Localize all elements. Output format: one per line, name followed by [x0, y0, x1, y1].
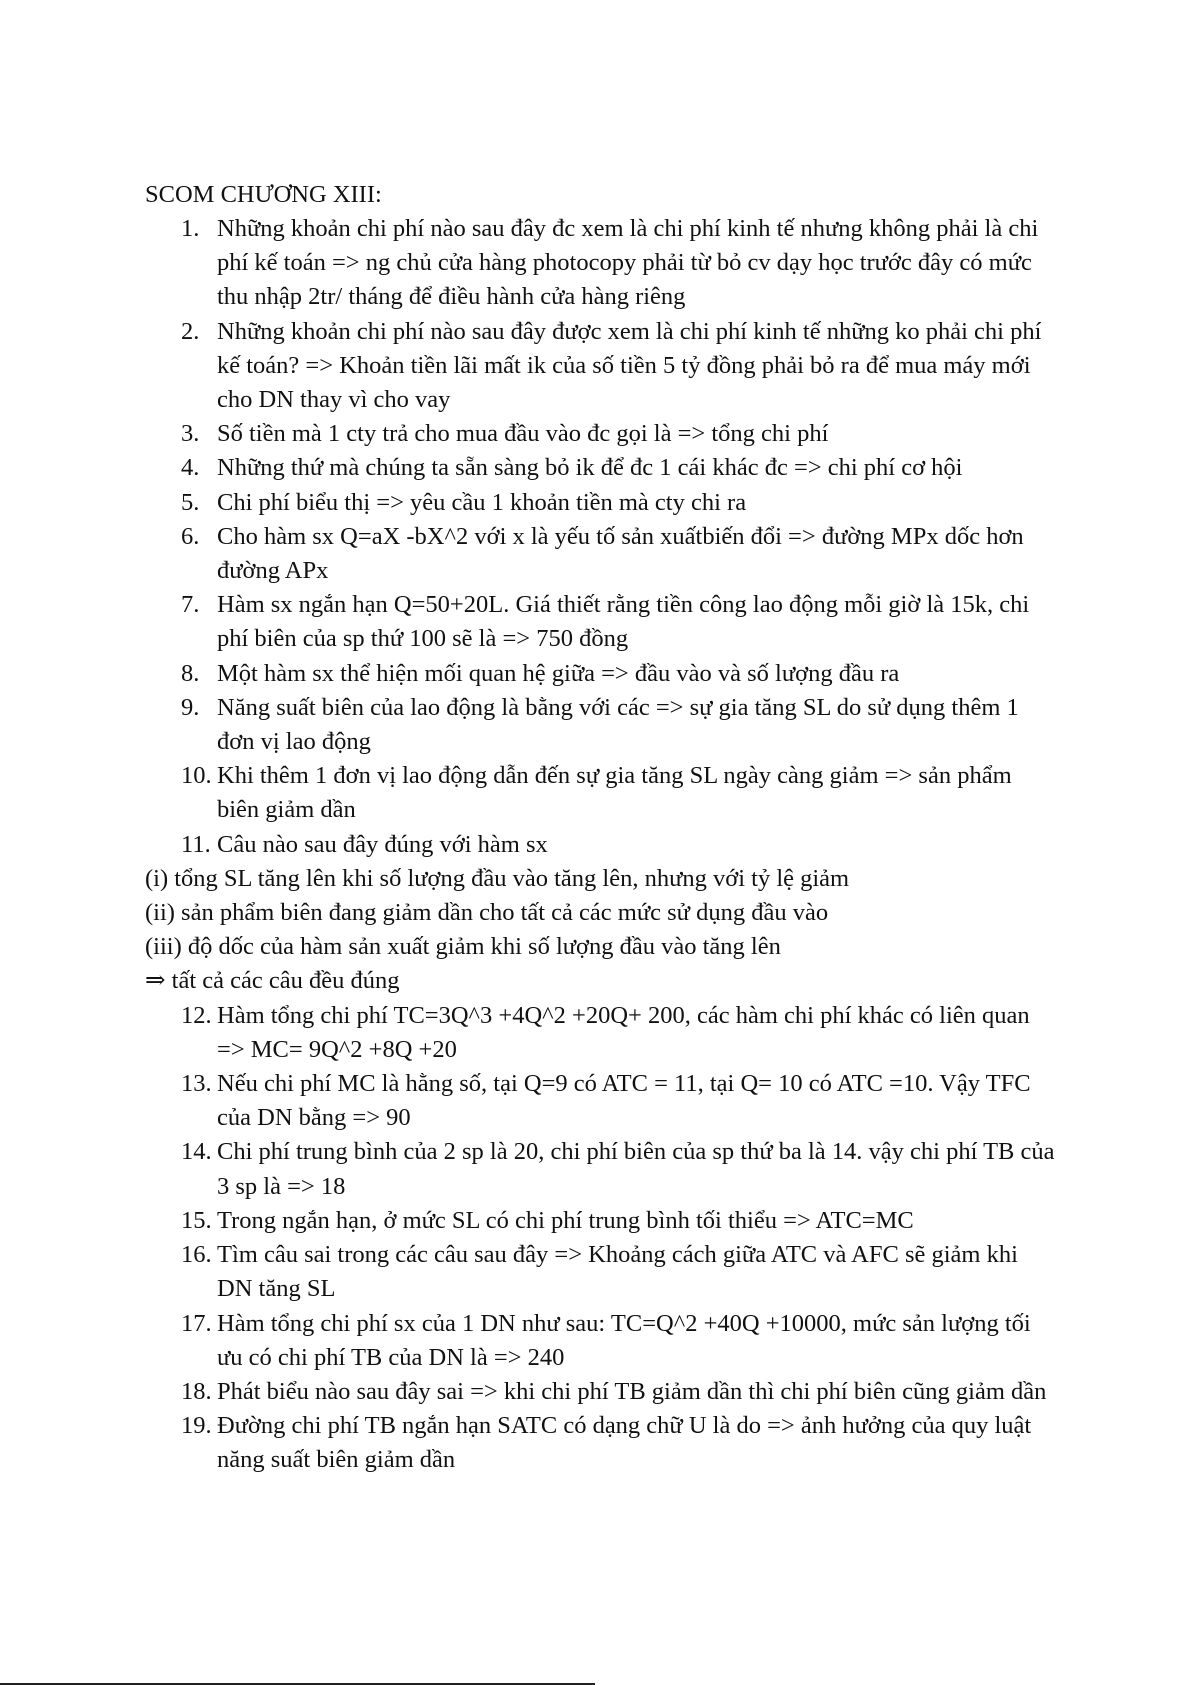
sub-statement: (ii) sản phẩm biên đang giảm dần cho tất cả các mức sử dụng đầu vào — [145, 899, 829, 927]
list-item — [0, 1067, 1057, 1135]
list-item — [0, 212, 1057, 315]
item-text: Chi phí trung bình của 2 sp là 20, chi phí biên của sp thứ ba là 14. vậy chi phí TB của 3 sp là => 18 — [217, 1138, 1055, 1200]
list-item — [0, 1409, 1057, 1477]
item-number: 4. — [181, 454, 200, 482]
item-text: Hàm sx ngắn hạn Q=50+20L. Giá thiết rằng tiền công lao động mỗi giờ là 15k, chi phí biên của sp thứ 100 sẽ là => 750 đồng — [217, 591, 1030, 653]
item-number: 14. — [181, 1138, 212, 1166]
item-text: Tìm câu sai trong các câu sau đây => Khoảng cách giữa ATC và AFC sẽ giảm khi DN tăng SL — [217, 1241, 1018, 1303]
list-item — [0, 588, 1057, 656]
item-number: 2. — [181, 317, 200, 345]
item-number: 18. — [181, 1377, 212, 1405]
list-item — [0, 657, 1057, 691]
item-text: Năng suất biên của lao động là bằng với các => sự gia tăng SL do sử dụng thêm 1 đơn vị lao động — [217, 693, 1019, 756]
item-number: 5. — [181, 488, 200, 516]
list-item — [0, 315, 1057, 418]
conclusion-line: ⇒ tất cả các câu đều đúng — [145, 967, 400, 995]
item-number: 16. — [181, 1241, 212, 1269]
list-item — [0, 1204, 1057, 1238]
sub-statement: (iii) độ dốc của hàm sản xuất giảm khi số lượng đầu vào tăng lên — [145, 933, 781, 961]
item-text: Một hàm sx thể hiện mối quan hệ giữa => đầu vào và số lượng đầu ra — [217, 659, 900, 687]
item-text: Những khoản chi phí nào sau đây đc xem là chi phí kinh tế nhưng không phải là chi phí kế toán => ng chủ cửa hàng photocopy phải từ bỏ cv dạy học trước đây có mức thu nhập 2tr/ tháng để điều hành cửa hàng riêng — [217, 215, 1039, 311]
item-number: 12. — [181, 1001, 212, 1029]
list-item — [0, 999, 1057, 1067]
item-text: Câu nào sau đây đúng với hàm sx — [217, 830, 548, 858]
item-text: Những thứ mà chúng ta sẵn sàng bỏ ik để đc 1 cái khác đc => chi phí cơ hội — [217, 454, 963, 482]
item-text: Đường chi phí TB ngắn hạn SATC có dạng chữ U là do => ảnh hưởng của quy luật năng suất biên giảm dần — [217, 1412, 1032, 1474]
item-text: Chi phí biểu thị => yêu cầu 1 khoản tiền mà cty chi ra — [217, 488, 747, 516]
list-item — [0, 691, 1057, 759]
item-number: 10. — [181, 762, 212, 790]
item-text: Số tiền mà 1 cty trả cho mua đầu vào đc gọi là => tổng chi phí — [217, 420, 829, 448]
item-number: 11. — [181, 830, 211, 858]
item-number: 13. — [181, 1070, 212, 1098]
item-number: 9. — [181, 693, 200, 721]
item-number: 7. — [181, 591, 200, 619]
item-number: 6. — [181, 522, 200, 550]
list-item — [0, 1307, 1057, 1375]
item-text: Hàm tổng chi phí sx của 1 DN như sau: TC=Q^2 +40Q +10000, mức sản lượng tối ưu có chi phí TB của DN là => 240 — [217, 1309, 1031, 1371]
item-number: 19. — [181, 1412, 212, 1440]
list-item — [0, 520, 1057, 588]
item-text: Những khoản chi phí nào sau đây được xem là chi phí kinh tế những ko phải chi phí kế toán? => Khoản tiền lãi mất ik của số tiền 5 tỷ đồng phải bỏ ra để mua máy mới cho DN thay vì cho vay — [217, 317, 1042, 414]
list-item — [0, 486, 1057, 520]
item-text: Hàm tổng chi phí TC=3Q^3 +4Q^2 +20Q+ 200, các hàm chi phí khác có liên quan => MC= 9Q^2 +8Q +20 — [217, 1001, 1030, 1063]
item-text: Phát biểu nào sau đây sai => khi chi phí TB giảm dần thì chi phí biên cũng giảm dần — [217, 1377, 1047, 1405]
item-text: Nếu chi phí MC là hằng số, tại Q=9 có ATC = 11, tại Q= 10 có ATC =10. Vậy TFC của DN bằng => 90 — [217, 1070, 1031, 1132]
document-title: SCOM CHƯƠNG XIII: — [145, 181, 382, 208]
item-number: 15. — [181, 1206, 212, 1234]
item-number: 1. — [181, 215, 200, 242]
question-list-part-1 — [0, 212, 1191, 1478]
item-text: Khi thêm 1 đơn vị lao động dẫn đến sự gia tăng SL ngày càng giảm => sản phẩm biên giảm dần — [217, 762, 1012, 824]
item-number: 17. — [181, 1309, 212, 1337]
list-item — [0, 759, 1057, 827]
item-text: Cho hàm sx Q=aX -bX^2 với x là yếu tố sản xuấtbiến đổi => đường MPx dốc hơn đường APx — [217, 522, 1024, 585]
list-item — [0, 1375, 1057, 1409]
item-text: Trong ngắn hạn, ở mức SL có chi phí trung bình tối thiểu => ATC=MC — [217, 1206, 914, 1234]
list-item — [0, 417, 1057, 451]
list-item — [0, 828, 1057, 862]
sub-statement: (i) tổng SL tăng lên khi số lượng đầu vào tăng lên, nhưng với tỷ lệ giảm — [145, 864, 850, 892]
list-item — [0, 1238, 1057, 1306]
list-item — [0, 451, 1057, 485]
item-number: 8. — [181, 659, 200, 687]
item-number: 3. — [181, 420, 200, 448]
list-item — [0, 1135, 1057, 1203]
